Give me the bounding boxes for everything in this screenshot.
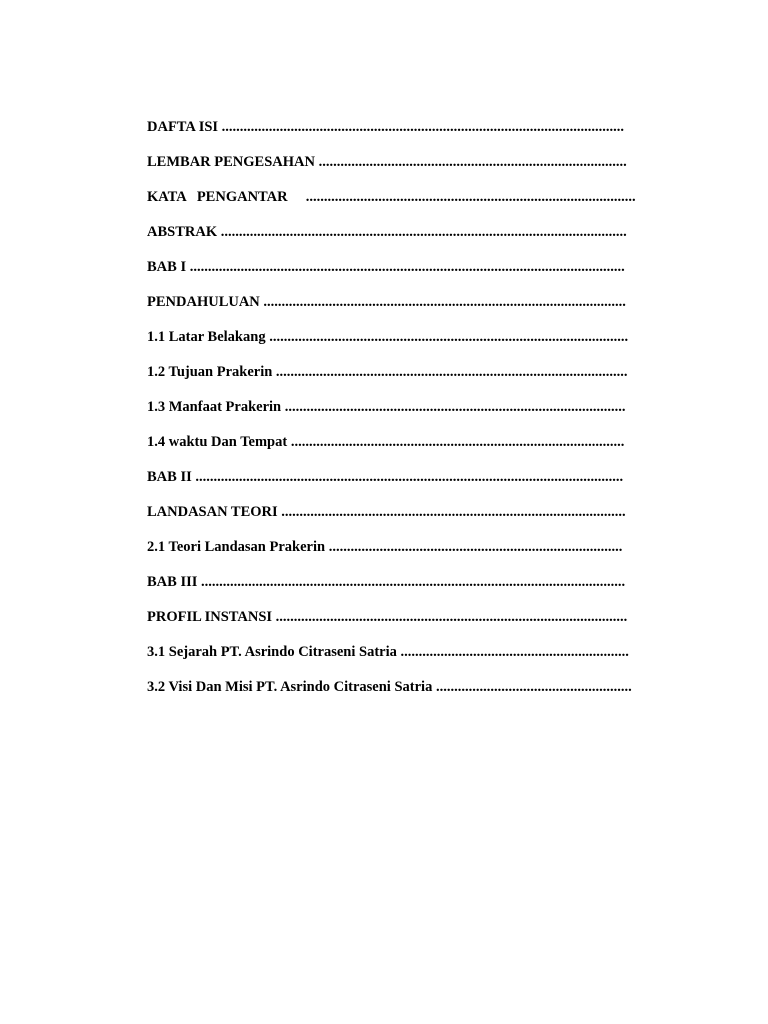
toc-entry-dot-leader: ...................................................... xyxy=(432,679,632,695)
toc-entry-manfaat-prakerin xyxy=(147,397,667,432)
toc-entry-label: LANDASAN TEORI xyxy=(147,504,278,520)
toc-entry-dot-leader: ................................................................................................. xyxy=(272,609,628,625)
toc-entry-label: PROFIL INSTANSI xyxy=(147,609,273,625)
toc-entry-label: ABSTRAK xyxy=(147,224,218,240)
toc-entry-bab-1 xyxy=(147,257,667,292)
toc-entry-label: 3.1 Sejarah PT. Asrindo Citraseni Satria xyxy=(147,644,397,660)
toc-entry-label: PENDAHULUAN xyxy=(147,294,260,310)
toc-entry-dot-leader: .................................................................................................... xyxy=(259,294,626,310)
toc-entry-visi-dan-misi xyxy=(147,677,667,712)
toc-entry-profil-instansi xyxy=(147,607,667,642)
toc-entry-label: 1.2 Tujuan Prakerin xyxy=(147,364,273,380)
toc-entry-abstrak xyxy=(147,222,667,257)
toc-entry-lembar-pengesahan xyxy=(147,152,667,187)
toc-entry-label: BAB III xyxy=(147,574,198,590)
toc-entry-label: 3.2 Visi Dan Misi PT. Asrindo Citraseni Satria xyxy=(147,679,433,695)
toc-entry-dot-leader: ..................................................................................................................... xyxy=(197,574,626,590)
toc-entry-dot-leader: ........................................................................................................................ xyxy=(186,259,625,275)
toc-entry-waktu-dan-tempat xyxy=(147,432,667,467)
toc-entry-label: DAFTA ISI xyxy=(147,119,219,135)
toc-entry-dot-leader: ............................................................................................................... xyxy=(218,119,625,135)
toc-entry-tujuan-prakerin xyxy=(147,362,667,397)
toc-entry-dot-leader: ...................................................................................................................... xyxy=(191,469,624,485)
toc-entry-dot-leader: ..................................................................................... xyxy=(314,154,627,170)
toc-entry-pendahuluan xyxy=(147,292,667,327)
toc-entry-dot-leader: ................................................................................................................ xyxy=(217,224,627,240)
toc-entry-label: 1.3 Manfaat Prakerin xyxy=(147,399,282,415)
toc-entry-label: 1.4 waktu Dan Tempat xyxy=(147,434,288,450)
toc-entry-label: 1.1 Latar Belakang xyxy=(147,329,266,345)
toc-entry-bab-3 xyxy=(147,572,667,607)
toc-entry-dot-leader: ................................................................................. xyxy=(325,539,623,555)
toc-entry-dot-leader: ............................................................... xyxy=(396,644,629,660)
toc-entry-bab-2 xyxy=(147,467,667,502)
toc-entry-dot-leader: ................................................................................................... xyxy=(265,329,629,345)
table-of-contents xyxy=(147,117,667,712)
toc-entry-dot-leader: ................................................................................................. xyxy=(272,364,628,380)
toc-entry-dot-leader: ............................................................................................... xyxy=(277,504,626,520)
toc-entry-label: KATA PENGANTAR xyxy=(147,189,288,205)
toc-entry-label: LEMBAR PENGESAHAN xyxy=(147,154,315,170)
toc-entry-dot-leader: ........................................................................................... xyxy=(287,189,636,205)
toc-entry-dot-leader: ............................................................................................ xyxy=(287,434,625,450)
toc-entry-teori-landasan-prakerin xyxy=(147,537,667,572)
toc-entry-dafta-isi xyxy=(147,117,667,152)
toc-entry-label: BAB II xyxy=(147,469,192,485)
toc-entry-kata-pengantar xyxy=(147,187,667,222)
toc-entry-label: BAB I xyxy=(147,259,187,275)
toc-entry-dot-leader: .............................................................................................. xyxy=(281,399,626,415)
toc-entry-label: 2.1 Teori Landasan Prakerin xyxy=(147,539,326,555)
toc-entry-sejarah xyxy=(147,642,667,677)
toc-entry-landasan-teori xyxy=(147,502,667,537)
toc-entry-latar-belakang xyxy=(147,327,667,362)
